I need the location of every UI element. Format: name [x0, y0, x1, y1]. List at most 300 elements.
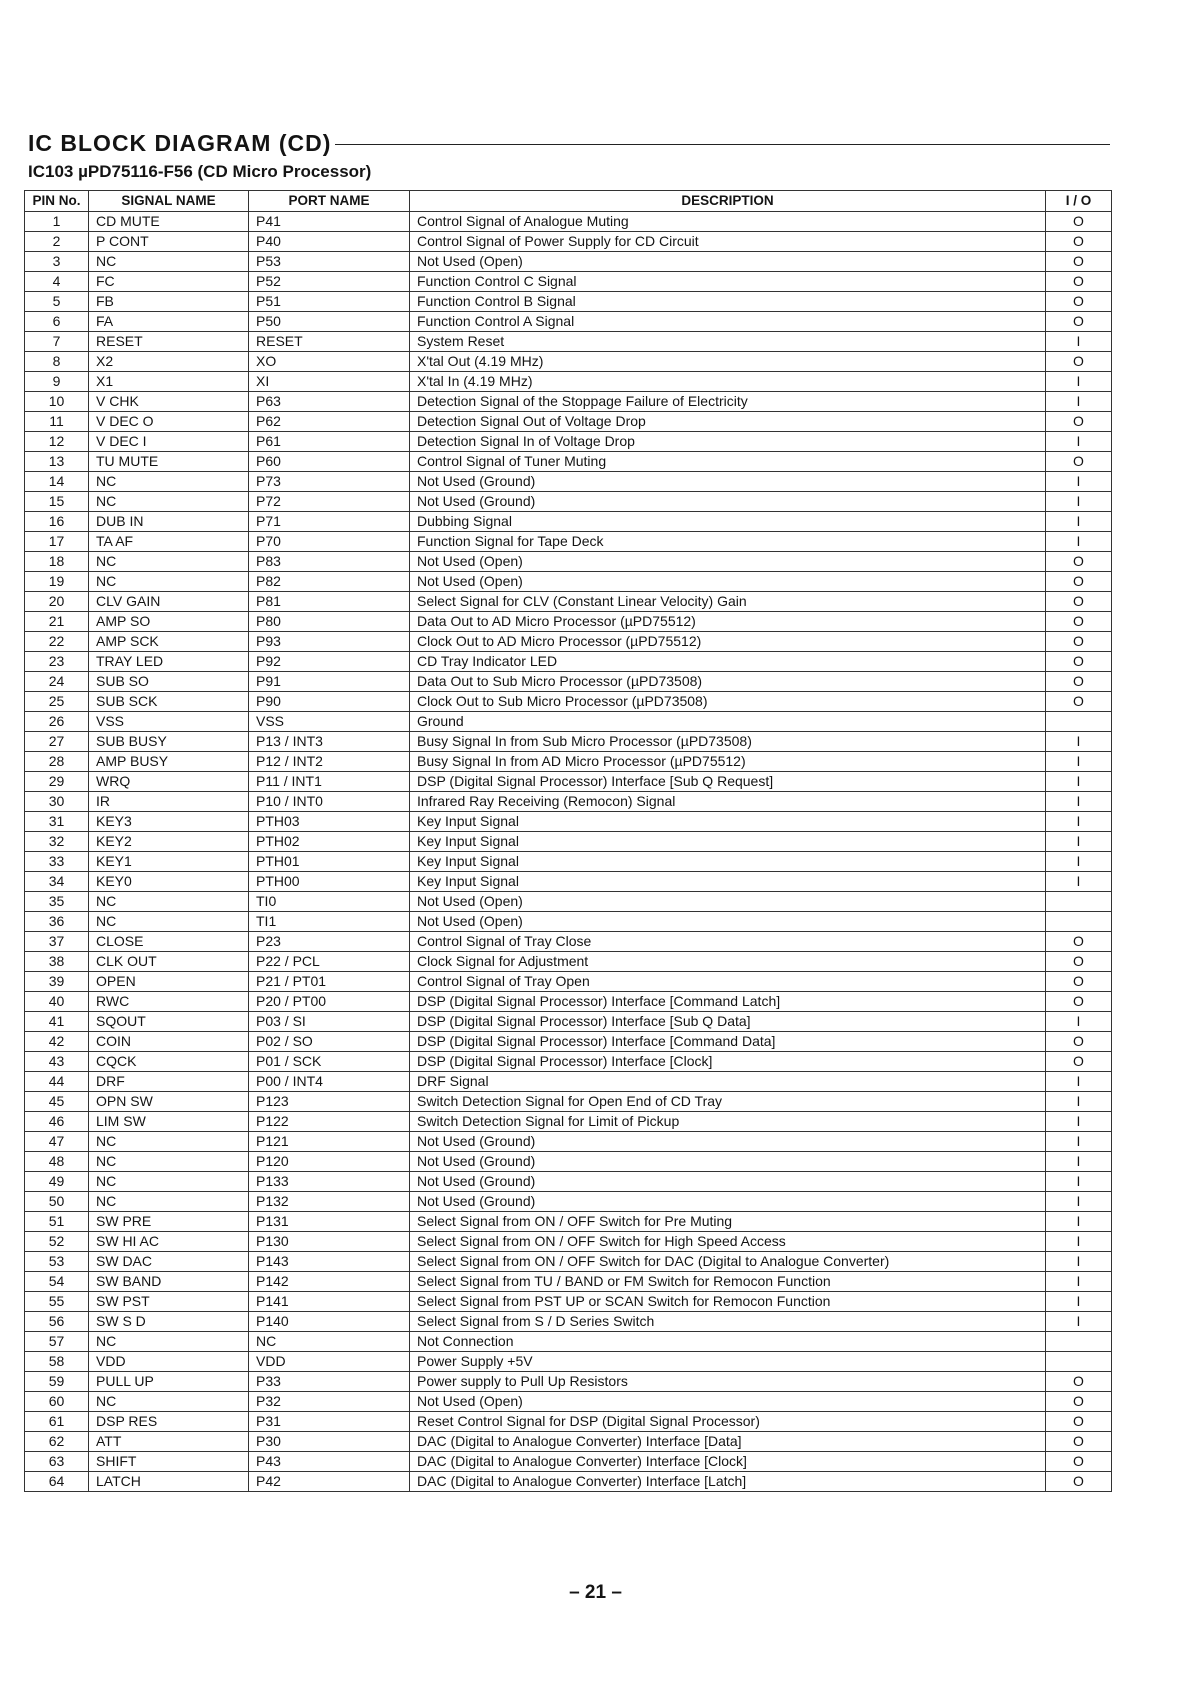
description-cell: Not Used (Open) — [410, 552, 1046, 572]
io-cell: O — [1046, 232, 1112, 252]
signal-name-cell: LATCH — [89, 1472, 249, 1492]
table-row — [25, 712, 1112, 732]
signal-name-cell: V CHK — [89, 392, 249, 412]
pin-number-cell: 13 — [25, 452, 89, 472]
signal-name-cell: P CONT — [89, 232, 249, 252]
description-cell: Key Input Signal — [410, 852, 1046, 872]
io-cell: O — [1046, 1452, 1112, 1472]
signal-name-cell: FA — [89, 312, 249, 332]
io-cell: I — [1046, 1072, 1112, 1092]
io-cell — [1046, 912, 1112, 932]
table-row — [25, 752, 1112, 772]
page-header — [28, 128, 1110, 182]
port-name-cell: P02 / SO — [249, 1032, 410, 1052]
signal-name-cell: RESET — [89, 332, 249, 352]
pin-number-cell: 49 — [25, 1172, 89, 1192]
io-cell: I — [1046, 792, 1112, 812]
description-cell: Detection Signal In of Voltage Drop — [410, 432, 1046, 452]
signal-name-cell: VSS — [89, 712, 249, 732]
table-row — [25, 392, 1112, 412]
table-row — [25, 432, 1112, 452]
pin-number-cell: 20 — [25, 592, 89, 612]
io-cell: O — [1046, 992, 1112, 1012]
pin-number-cell: 61 — [25, 1412, 89, 1432]
pin-number-cell: 48 — [25, 1152, 89, 1172]
port-name-cell: P71 — [249, 512, 410, 532]
pin-number-cell: 19 — [25, 572, 89, 592]
io-cell: O — [1046, 672, 1112, 692]
table-row — [25, 1092, 1112, 1112]
signal-name-cell: KEY0 — [89, 872, 249, 892]
page-number: – 21 – — [569, 1582, 622, 1603]
io-cell — [1046, 712, 1112, 732]
description-cell: Switch Detection Signal for Limit of Pickup — [410, 1112, 1046, 1132]
port-name-cell: P62 — [249, 412, 410, 432]
io-cell: I — [1046, 1152, 1112, 1172]
table-row — [25, 892, 1112, 912]
description-cell: System Reset — [410, 332, 1046, 352]
description-cell: Function Control A Signal — [410, 312, 1046, 332]
description-cell: Data Out to Sub Micro Processor (µPD73508) — [410, 672, 1046, 692]
port-name-cell: P72 — [249, 492, 410, 512]
port-name-cell: NC — [249, 1332, 410, 1352]
port-name-cell: PTH02 — [249, 832, 410, 852]
table-row — [25, 992, 1112, 1012]
pin-number-cell: 57 — [25, 1332, 89, 1352]
description-cell: Key Input Signal — [410, 872, 1046, 892]
io-cell: I — [1046, 372, 1112, 392]
pin-number-cell: 6 — [25, 312, 89, 332]
table-row — [25, 772, 1112, 792]
port-name-cell: P141 — [249, 1292, 410, 1312]
table-row — [25, 312, 1112, 332]
description-cell: DAC (Digital to Analogue Converter) Interface [Latch] — [410, 1472, 1046, 1492]
table-row — [25, 792, 1112, 812]
io-cell: O — [1046, 632, 1112, 652]
pin-number-cell: 9 — [25, 372, 89, 392]
signal-name-cell: CLOSE — [89, 932, 249, 952]
port-name-cell: P00 / INT4 — [249, 1072, 410, 1092]
table-row — [25, 652, 1112, 672]
io-cell: O — [1046, 652, 1112, 672]
table-row — [25, 1452, 1112, 1472]
description-cell: Dubbing Signal — [410, 512, 1046, 532]
signal-name-cell: DRF — [89, 1072, 249, 1092]
signal-name-cell: SW BAND — [89, 1272, 249, 1292]
io-cell — [1046, 1352, 1112, 1372]
pin-number-cell: 16 — [25, 512, 89, 532]
io-cell: I — [1046, 1092, 1112, 1112]
io-cell: O — [1046, 1412, 1112, 1432]
description-cell: DRF Signal — [410, 1072, 1046, 1092]
port-name-cell: P52 — [249, 272, 410, 292]
description-cell: Control Signal of Tuner Muting — [410, 452, 1046, 472]
description-cell: X'tal Out (4.19 MHz) — [410, 352, 1046, 372]
pin-number-cell: 3 — [25, 252, 89, 272]
pin-number-cell: 38 — [25, 952, 89, 972]
description-cell: Clock Out to AD Micro Processor (µPD75512) — [410, 632, 1046, 652]
pin-number-cell: 63 — [25, 1452, 89, 1472]
pin-number-cell: 39 — [25, 972, 89, 992]
port-name-cell: P142 — [249, 1272, 410, 1292]
description-cell: Select Signal from TU / BAND or FM Switch for Remocon Function — [410, 1272, 1046, 1292]
port-name-cell: P01 / SCK — [249, 1052, 410, 1072]
pin-number-cell: 33 — [25, 852, 89, 872]
signal-name-cell: SUB SO — [89, 672, 249, 692]
io-cell: I — [1046, 772, 1112, 792]
io-cell: I — [1046, 1232, 1112, 1252]
port-name-cell: P30 — [249, 1432, 410, 1452]
table-row — [25, 572, 1112, 592]
port-name-cell: P33 — [249, 1372, 410, 1392]
table-row — [25, 1392, 1112, 1412]
table-row — [25, 912, 1112, 932]
table-row — [25, 212, 1112, 232]
port-name-cell: P70 — [249, 532, 410, 552]
io-cell: I — [1046, 332, 1112, 352]
pin-number-cell: 14 — [25, 472, 89, 492]
io-cell: O — [1046, 312, 1112, 332]
table-row — [25, 492, 1112, 512]
pin-number-cell: 30 — [25, 792, 89, 812]
io-cell: I — [1046, 1192, 1112, 1212]
signal-name-cell: NC — [89, 552, 249, 572]
table-row — [25, 972, 1112, 992]
port-name-cell: VSS — [249, 712, 410, 732]
pin-number-cell: 1 — [25, 212, 89, 232]
header-pin-no: PIN No. — [25, 191, 89, 212]
io-cell: O — [1046, 552, 1112, 572]
io-cell: O — [1046, 1472, 1112, 1492]
signal-name-cell: NC — [89, 892, 249, 912]
port-name-cell: P73 — [249, 472, 410, 492]
pin-number-cell: 40 — [25, 992, 89, 1012]
table-row — [25, 1272, 1112, 1292]
description-cell: Not Used (Open) — [410, 892, 1046, 912]
pin-number-cell: 47 — [25, 1132, 89, 1152]
header-port-name: PORT NAME — [249, 191, 410, 212]
pin-number-cell: 4 — [25, 272, 89, 292]
signal-name-cell: RWC — [89, 992, 249, 1012]
port-name-cell: XO — [249, 352, 410, 372]
table-row — [25, 672, 1112, 692]
io-cell: O — [1046, 692, 1112, 712]
signal-name-cell: NC — [89, 1132, 249, 1152]
table-row — [25, 512, 1112, 532]
table-row — [25, 332, 1112, 352]
port-name-cell: P90 — [249, 692, 410, 712]
port-name-cell: P81 — [249, 592, 410, 612]
description-cell: Not Used (Ground) — [410, 1152, 1046, 1172]
table-row — [25, 412, 1112, 432]
port-name-cell: P133 — [249, 1172, 410, 1192]
port-name-cell: PTH00 — [249, 872, 410, 892]
io-cell: O — [1046, 1052, 1112, 1072]
table-row — [25, 1172, 1112, 1192]
port-name-cell: P53 — [249, 252, 410, 272]
table-row — [25, 232, 1112, 252]
table-row — [25, 592, 1112, 612]
table-header-row — [25, 191, 1112, 212]
pin-number-cell: 17 — [25, 532, 89, 552]
signal-name-cell: FC — [89, 272, 249, 292]
signal-name-cell: DUB IN — [89, 512, 249, 532]
description-cell: Not Used (Open) — [410, 252, 1046, 272]
pin-table — [24, 190, 1112, 1492]
description-cell: Data Out to AD Micro Processor (µPD75512) — [410, 612, 1046, 632]
signal-name-cell: NC — [89, 252, 249, 272]
description-cell: X'tal In (4.19 MHz) — [410, 372, 1046, 392]
description-cell: Ground — [410, 712, 1046, 732]
port-name-cell: PTH01 — [249, 852, 410, 872]
table-row — [25, 832, 1112, 852]
signal-name-cell: ATT — [89, 1432, 249, 1452]
signal-name-cell: PULL UP — [89, 1372, 249, 1392]
description-cell: Busy Signal In from Sub Micro Processor (µPD73508) — [410, 732, 1046, 752]
description-cell: Power supply to Pull Up Resistors — [410, 1372, 1046, 1392]
io-cell: O — [1046, 412, 1112, 432]
signal-name-cell: SW DAC — [89, 1252, 249, 1272]
table-row — [25, 1212, 1112, 1232]
signal-name-cell: VDD — [89, 1352, 249, 1372]
table-row — [25, 252, 1112, 272]
signal-name-cell: SW HI AC — [89, 1232, 249, 1252]
pin-number-cell: 43 — [25, 1052, 89, 1072]
io-cell: I — [1046, 1312, 1112, 1332]
port-name-cell: P21 / PT01 — [249, 972, 410, 992]
io-cell: O — [1046, 272, 1112, 292]
description-cell: Control Signal of Tray Close — [410, 932, 1046, 952]
port-name-cell: P03 / SI — [249, 1012, 410, 1032]
io-cell: O — [1046, 1432, 1112, 1452]
table-row — [25, 1412, 1112, 1432]
signal-name-cell: V DEC O — [89, 412, 249, 432]
description-cell: Control Signal of Power Supply for CD Circuit — [410, 232, 1046, 252]
signal-name-cell: SW PRE — [89, 1212, 249, 1232]
description-cell: Function Signal for Tape Deck — [410, 532, 1046, 552]
port-name-cell: P121 — [249, 1132, 410, 1152]
description-cell: Control Signal of Analogue Muting — [410, 212, 1046, 232]
io-cell: I — [1046, 492, 1112, 512]
pin-number-cell: 56 — [25, 1312, 89, 1332]
table-row — [25, 272, 1112, 292]
table-row — [25, 1192, 1112, 1212]
table-row — [25, 812, 1112, 832]
description-cell: Select Signal from S / D Series Switch — [410, 1312, 1046, 1332]
io-cell: O — [1046, 1372, 1112, 1392]
signal-name-cell: NC — [89, 912, 249, 932]
io-cell: I — [1046, 1112, 1112, 1132]
signal-name-cell: NC — [89, 1152, 249, 1172]
port-name-cell: P132 — [249, 1192, 410, 1212]
io-cell: I — [1046, 832, 1112, 852]
signal-name-cell: NC — [89, 1172, 249, 1192]
port-name-cell: P11 / INT1 — [249, 772, 410, 792]
pin-number-cell: 2 — [25, 232, 89, 252]
description-cell: Select Signal from PST UP or SCAN Switch for Remocon Function — [410, 1292, 1046, 1312]
description-cell: Busy Signal In from AD Micro Processor (µPD75512) — [410, 752, 1046, 772]
pin-number-cell: 59 — [25, 1372, 89, 1392]
header-description: DESCRIPTION — [410, 191, 1046, 212]
pin-number-cell: 26 — [25, 712, 89, 732]
signal-name-cell: X2 — [89, 352, 249, 372]
table-row — [25, 472, 1112, 492]
signal-name-cell: OPEN — [89, 972, 249, 992]
port-name-cell: P12 / INT2 — [249, 752, 410, 772]
signal-name-cell: KEY3 — [89, 812, 249, 832]
table-row — [25, 852, 1112, 872]
io-cell: I — [1046, 1292, 1112, 1312]
signal-name-cell: NC — [89, 472, 249, 492]
description-cell: Not Used (Open) — [410, 912, 1046, 932]
table-row — [25, 1352, 1112, 1372]
io-cell — [1046, 1332, 1112, 1352]
port-name-cell: P43 — [249, 1452, 410, 1472]
signal-name-cell: OPN SW — [89, 1092, 249, 1112]
pin-number-cell: 50 — [25, 1192, 89, 1212]
pin-number-cell: 5 — [25, 292, 89, 312]
port-name-cell: PTH03 — [249, 812, 410, 832]
signal-name-cell: AMP SO — [89, 612, 249, 632]
pin-number-cell: 45 — [25, 1092, 89, 1112]
table-body — [25, 212, 1112, 1492]
port-name-cell: P63 — [249, 392, 410, 412]
table-row — [25, 1112, 1112, 1132]
io-cell: O — [1046, 292, 1112, 312]
io-cell: O — [1046, 1032, 1112, 1052]
table-row — [25, 692, 1112, 712]
description-cell: Detection Signal Out of Voltage Drop — [410, 412, 1046, 432]
page-title: IC BLOCK DIAGRAM (CD) — [28, 129, 332, 156]
io-cell: O — [1046, 932, 1112, 952]
io-cell: O — [1046, 252, 1112, 272]
table-row — [25, 1152, 1112, 1172]
io-cell: I — [1046, 852, 1112, 872]
port-name-cell: P32 — [249, 1392, 410, 1412]
header-signal-name: SIGNAL NAME — [89, 191, 249, 212]
port-name-cell: RESET — [249, 332, 410, 352]
io-cell — [1046, 892, 1112, 912]
pin-number-cell: 15 — [25, 492, 89, 512]
description-cell: DAC (Digital to Analogue Converter) Interface [Data] — [410, 1432, 1046, 1452]
signal-name-cell: SUB BUSY — [89, 732, 249, 752]
port-name-cell: P82 — [249, 572, 410, 592]
signal-name-cell: SHIFT — [89, 1452, 249, 1472]
port-name-cell: P80 — [249, 612, 410, 632]
signal-name-cell: X1 — [89, 372, 249, 392]
pin-number-cell: 31 — [25, 812, 89, 832]
description-cell: Not Used (Ground) — [410, 1192, 1046, 1212]
io-cell: I — [1046, 1012, 1112, 1032]
io-cell: I — [1046, 1172, 1112, 1192]
pin-number-cell: 23 — [25, 652, 89, 672]
description-cell: Control Signal of Tray Open — [410, 972, 1046, 992]
table-row — [25, 1052, 1112, 1072]
table-row — [25, 1332, 1112, 1352]
table-row — [25, 372, 1112, 392]
pin-number-cell: 24 — [25, 672, 89, 692]
port-name-cell: P93 — [249, 632, 410, 652]
io-cell: O — [1046, 952, 1112, 972]
description-cell: Select Signal for CLV (Constant Linear Velocity) Gain — [410, 592, 1046, 612]
io-cell: I — [1046, 532, 1112, 552]
description-cell: Clock Out to Sub Micro Processor (µPD73508) — [410, 692, 1046, 712]
signal-name-cell: NC — [89, 572, 249, 592]
port-name-cell: P41 — [249, 212, 410, 232]
signal-name-cell: V DEC I — [89, 432, 249, 452]
signal-name-cell: SUB SCK — [89, 692, 249, 712]
pin-number-cell: 53 — [25, 1252, 89, 1272]
pin-number-cell: 18 — [25, 552, 89, 572]
pin-number-cell: 42 — [25, 1032, 89, 1052]
table-row — [25, 1232, 1112, 1252]
header-io: I / O — [1046, 191, 1112, 212]
port-name-cell: P61 — [249, 432, 410, 452]
io-cell: O — [1046, 452, 1112, 472]
pin-number-cell: 11 — [25, 412, 89, 432]
signal-name-cell: TRAY LED — [89, 652, 249, 672]
signal-name-cell: AMP SCK — [89, 632, 249, 652]
pin-number-cell: 12 — [25, 432, 89, 452]
table-row — [25, 452, 1112, 472]
signal-name-cell: IR — [89, 792, 249, 812]
description-cell: DSP (Digital Signal Processor) Interface [Clock] — [410, 1052, 1046, 1072]
pin-number-cell: 51 — [25, 1212, 89, 1232]
signal-name-cell: NC — [89, 1332, 249, 1352]
io-cell: O — [1046, 352, 1112, 372]
table-row — [25, 872, 1112, 892]
description-cell: Function Control C Signal — [410, 272, 1046, 292]
description-cell: Power Supply +5V — [410, 1352, 1046, 1372]
table-row — [25, 292, 1112, 312]
description-cell: DSP (Digital Signal Processor) Interface [Command Data] — [410, 1032, 1046, 1052]
io-cell: O — [1046, 1392, 1112, 1412]
pin-number-cell: 25 — [25, 692, 89, 712]
table-row — [25, 632, 1112, 652]
pin-number-cell: 44 — [25, 1072, 89, 1092]
signal-name-cell: WRQ — [89, 772, 249, 792]
pin-number-cell: 46 — [25, 1112, 89, 1132]
signal-name-cell: SW S D — [89, 1312, 249, 1332]
port-name-cell: P122 — [249, 1112, 410, 1132]
description-cell: DSP (Digital Signal Processor) Interface [Sub Q Request] — [410, 772, 1046, 792]
port-name-cell: P130 — [249, 1232, 410, 1252]
description-cell: Select Signal from ON / OFF Switch for DAC (Digital to Analogue Converter) — [410, 1252, 1046, 1272]
signal-name-cell: SW PST — [89, 1292, 249, 1312]
description-cell: Select Signal from ON / OFF Switch for Pre Muting — [410, 1212, 1046, 1232]
description-cell: Switch Detection Signal for Open End of CD Tray — [410, 1092, 1046, 1112]
table-row — [25, 1012, 1112, 1032]
port-name-cell: P60 — [249, 452, 410, 472]
io-cell: I — [1046, 1132, 1112, 1152]
pin-number-cell: 60 — [25, 1392, 89, 1412]
io-cell: O — [1046, 612, 1112, 632]
pin-number-cell: 55 — [25, 1292, 89, 1312]
pin-number-cell: 22 — [25, 632, 89, 652]
signal-name-cell: TA AF — [89, 532, 249, 552]
signal-name-cell: KEY1 — [89, 852, 249, 872]
port-name-cell: P83 — [249, 552, 410, 572]
signal-name-cell: CLV GAIN — [89, 592, 249, 612]
description-cell: Not Used (Ground) — [410, 1132, 1046, 1152]
pin-number-cell: 27 — [25, 732, 89, 752]
table-row — [25, 952, 1112, 972]
pin-number-cell: 62 — [25, 1432, 89, 1452]
description-cell: Detection Signal of the Stoppage Failure of Electricity — [410, 392, 1046, 412]
table-row — [25, 1372, 1112, 1392]
port-name-cell: P13 / INT3 — [249, 732, 410, 752]
table-row — [25, 552, 1112, 572]
